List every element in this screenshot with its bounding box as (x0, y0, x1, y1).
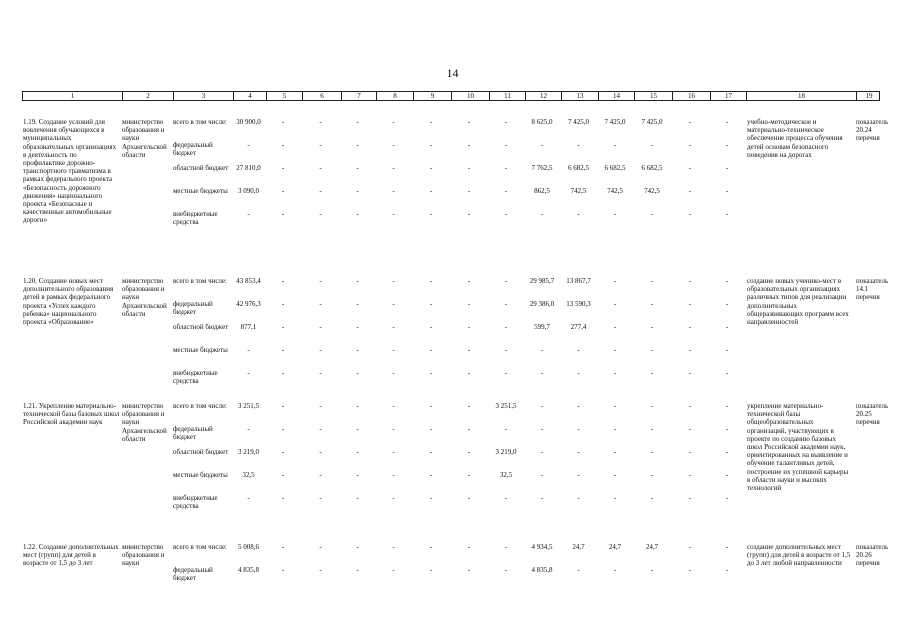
value-cell: - (650, 471, 654, 479)
value-cell: - (688, 566, 692, 574)
value-cell: - (392, 471, 395, 479)
value-cell: - (577, 369, 580, 377)
value-cell: - (392, 402, 395, 410)
value-cell: - (725, 323, 729, 331)
value-cell: - (429, 164, 433, 172)
value-cell: - (650, 141, 654, 149)
value-cell: - (429, 471, 433, 479)
value-cell: 742,5 (644, 187, 660, 195)
funding-source: местные бюджеты (173, 346, 228, 354)
value-cell: - (356, 471, 359, 479)
value-cell: 30 900,0 (236, 118, 261, 126)
value-cell: - (392, 187, 395, 195)
value-cell: 32,5 (499, 471, 513, 479)
value-cell: - (281, 425, 285, 433)
value-cell: - (577, 448, 580, 456)
value-cell: - (281, 118, 285, 126)
value-cell: - (504, 494, 508, 502)
value-cell: - (319, 448, 322, 456)
value-cell: - (613, 300, 617, 308)
value-cell: - (613, 346, 617, 354)
value-cell: 6 682,5 (568, 164, 589, 172)
value-cell: - (504, 118, 508, 126)
value-cell: - (504, 369, 508, 377)
value-cell: - (467, 187, 471, 195)
value-cell: - (319, 543, 322, 551)
value-cell: - (356, 448, 359, 456)
value-cell: - (725, 164, 729, 172)
value-cell: - (319, 187, 322, 195)
value-cell: - (725, 471, 729, 479)
value-cell: - (688, 448, 692, 456)
value-cell: - (688, 494, 692, 502)
value-cell: - (467, 566, 471, 574)
column-header-16: 16 (672, 92, 710, 100)
value-cell: - (650, 425, 654, 433)
funding-source: областной бюджет (173, 164, 229, 172)
value-cell: - (281, 164, 285, 172)
column-header-15: 15 (634, 92, 672, 100)
value-cell: 5 008,6 (238, 543, 259, 551)
value-cell: - (281, 369, 285, 377)
value-cell: - (247, 346, 250, 354)
value-cell: - (392, 164, 395, 172)
value-cell: - (650, 494, 654, 502)
value-cell: 29 985,7 (529, 277, 555, 285)
value-cell: - (577, 402, 580, 410)
value-cell: - (688, 369, 692, 377)
value-cell: 3 251,5 (495, 402, 517, 410)
value-cell: 742,5 (570, 187, 587, 195)
value-cell: - (540, 471, 544, 479)
value-cell: 24,7 (645, 543, 659, 551)
activity-description: 1.22. Создание дополнительных мест (групп) для детей в возрасте от 1,5 до 3 лет (23, 543, 119, 568)
expected-result: создание новых ученико-мест в образовательных организациях различных типов для реализации дополнительных общеразвивающих программ всех направленностей (747, 277, 849, 327)
value-cell: - (281, 471, 285, 479)
value-cell: - (504, 300, 508, 308)
value-cell: 7 425,0 (604, 118, 626, 126)
value-cell: - (613, 494, 617, 502)
value-cell: - (688, 187, 692, 195)
value-cell: - (725, 448, 729, 456)
column-header-row (22, 91, 880, 101)
column-header-19: 19 (856, 92, 881, 100)
value-cell: 3 090,0 (238, 187, 259, 195)
column-header-2: 2 (122, 92, 173, 100)
value-cell: - (392, 448, 395, 456)
funding-source: областной бюджет (173, 323, 229, 331)
funding-source: местные бюджеты (173, 187, 228, 195)
value-cell: - (467, 543, 471, 551)
column-header-11: 11 (489, 92, 525, 100)
value-cell: - (319, 118, 322, 126)
value-cell: - (281, 402, 285, 410)
value-cell: - (319, 323, 322, 331)
value-cell: - (429, 187, 433, 195)
value-cell: - (319, 425, 322, 433)
value-cell: 24,7 (608, 543, 622, 551)
column-header-7: 7 (341, 92, 376, 100)
funding-source: внебюджетные средства (173, 369, 218, 386)
value-cell: - (247, 210, 250, 218)
activity-description: 1.21. Укрепление материально-технической базы базовых школ Российской академии наук (23, 402, 120, 427)
value-cell: - (281, 277, 285, 285)
value-cell: - (356, 187, 359, 195)
value-cell: - (504, 164, 508, 172)
value-cell: - (429, 425, 433, 433)
funding-source: всего в том числе: (173, 118, 227, 126)
value-cell: - (577, 494, 580, 502)
value-cell: - (247, 369, 250, 377)
value-cell: - (688, 164, 692, 172)
value-cell: - (281, 346, 285, 354)
value-cell: - (613, 369, 617, 377)
value-cell: - (392, 425, 395, 433)
value-cell: - (540, 402, 544, 410)
value-cell: - (688, 471, 692, 479)
value-cell: - (613, 210, 617, 218)
value-cell: - (392, 210, 395, 218)
responsible-executor: министерство образования и науки Архангельской области (122, 277, 167, 318)
column-header-18: 18 (746, 92, 856, 100)
value-cell: 4 934,5 (531, 543, 553, 551)
value-cell: - (650, 448, 654, 456)
value-cell: - (725, 187, 729, 195)
value-cell: - (281, 141, 285, 149)
value-cell: - (281, 566, 285, 574)
value-cell: - (613, 277, 617, 285)
value-cell: - (467, 346, 471, 354)
value-cell: - (281, 494, 285, 502)
value-cell: - (281, 210, 285, 218)
value-cell: 742,5 (607, 187, 623, 195)
value-cell: 4 835,8 (531, 566, 553, 574)
value-cell: 27 810,0 (236, 164, 261, 172)
value-cell: - (725, 346, 729, 354)
value-cell: - (650, 566, 654, 574)
expected-result: учебно-методическое и материально-техническое обеспечение процесса обучения детей основам безопасного поведения на дорогах (747, 118, 843, 159)
value-cell: - (281, 187, 285, 195)
value-cell: - (725, 369, 729, 377)
value-cell: - (392, 300, 395, 308)
value-cell: - (725, 277, 729, 285)
value-cell: - (577, 210, 580, 218)
value-cell: - (688, 277, 692, 285)
value-cell: - (319, 471, 322, 479)
value-cell: - (319, 210, 322, 218)
value-cell: - (650, 323, 654, 331)
value-cell: - (356, 346, 359, 354)
value-cell: 3 251,5 (238, 402, 259, 410)
value-cell: - (650, 210, 654, 218)
value-cell: - (650, 346, 654, 354)
value-cell: - (281, 300, 285, 308)
value-cell: - (504, 543, 508, 551)
value-cell: 13 867,7 (566, 277, 591, 285)
value-cell: - (356, 277, 359, 285)
value-cell: - (577, 471, 580, 479)
value-cell: - (356, 164, 359, 172)
value-cell: - (613, 323, 617, 331)
value-cell: - (281, 323, 285, 331)
value-cell: - (319, 494, 322, 502)
value-cell: - (540, 494, 544, 502)
value-cell: - (467, 164, 471, 172)
value-cell: - (725, 566, 729, 574)
column-header-17: 17 (710, 92, 746, 100)
value-cell: - (319, 164, 322, 172)
value-cell: - (650, 300, 654, 308)
funding-source: областной бюджет (173, 448, 229, 456)
value-cell: - (392, 566, 395, 574)
column-header-6: 6 (302, 92, 341, 100)
value-cell: - (688, 543, 692, 551)
funding-source: внебюджетные средства (173, 494, 218, 511)
value-cell: - (613, 141, 617, 149)
value-cell: - (392, 118, 395, 126)
value-cell: - (688, 141, 692, 149)
value-cell: - (725, 402, 729, 410)
value-cell: - (540, 210, 544, 218)
value-cell: - (319, 346, 322, 354)
column-header-13: 13 (561, 92, 598, 100)
value-cell: - (392, 277, 395, 285)
value-cell: 8 625,0 (531, 118, 553, 126)
value-cell: - (688, 210, 692, 218)
value-cell: - (688, 346, 692, 354)
value-cell: - (392, 346, 395, 354)
value-cell: - (429, 448, 433, 456)
expected-result: укрепление материально-технической базы общеобразовательных организаций, участвующих в проекте по созданию базовых школ Российской академии наук, ориентированных на выявление и обучение талантливых детей, построение их успешной карьеры в области науки и высоких технологий (747, 402, 849, 493)
value-cell: - (319, 141, 322, 149)
value-cell: - (725, 210, 729, 218)
responsible-executor: министерство образования и науки Архангельской области (122, 402, 167, 443)
value-cell: - (540, 141, 544, 149)
value-cell: - (467, 277, 471, 285)
value-cell: - (613, 471, 617, 479)
activity-description: 1.20. Создание новых мест дополнительного образования детей в рамках федерального проекта «Успех каждого ребенка» национального проекта «Образование» (23, 277, 114, 327)
value-cell: - (504, 210, 508, 218)
value-cell: - (725, 118, 729, 126)
value-cell: - (467, 141, 471, 149)
value-cell: - (613, 425, 617, 433)
value-cell: - (688, 300, 692, 308)
value-cell: - (429, 566, 433, 574)
value-cell: - (688, 402, 692, 410)
value-cell: 862,5 (534, 187, 550, 195)
value-cell: - (429, 543, 433, 551)
value-cell: - (281, 543, 285, 551)
value-cell: - (688, 323, 692, 331)
value-cell: - (429, 494, 433, 502)
column-header-14: 14 (598, 92, 634, 100)
value-cell: - (577, 346, 580, 354)
value-cell: - (356, 402, 359, 410)
funding-source: всего в том числе: (173, 402, 227, 410)
value-cell: 3 219,0 (238, 448, 259, 456)
funding-source: федеральный бюджет (173, 566, 213, 583)
value-cell: - (356, 118, 359, 126)
responsible-executor: министерство образования и науки Архангельской области (122, 118, 167, 159)
funding-source: федеральный бюджет (173, 300, 213, 317)
value-cell: - (725, 141, 729, 149)
funding-source: федеральный бюджет (173, 425, 213, 442)
value-cell: - (467, 210, 471, 218)
value-cell: - (356, 210, 359, 218)
value-cell: 42 976,3 (236, 300, 261, 308)
value-cell: - (725, 543, 729, 551)
funding-source: местные бюджеты (173, 471, 228, 479)
value-cell: 43 853,4 (236, 277, 261, 285)
value-cell: - (467, 323, 471, 331)
value-cell: - (504, 277, 508, 285)
value-cell: - (613, 402, 617, 410)
value-cell: - (650, 277, 654, 285)
value-cell: - (467, 425, 471, 433)
value-cell: 6 682,5 (641, 164, 663, 172)
value-cell: - (356, 369, 359, 377)
activity-description: 1.19. Создание условий для вовлечения обучающихся в муниципальных образовательных организациях в деятельность по профилактике дорожно-транспортного травматизма в рамках федерального проекта «Безопасность дорожного движения» национального проекта «Безопасные и качественные автомобильные дороги» (23, 118, 117, 225)
value-cell: - (356, 494, 359, 502)
value-cell: - (467, 118, 471, 126)
funding-source: федеральный бюджет (173, 141, 213, 158)
value-cell: - (429, 141, 433, 149)
value-cell: - (356, 323, 359, 331)
value-cell: 7 425,0 (568, 118, 589, 126)
value-cell: - (504, 141, 508, 149)
value-cell: 599,7 (534, 323, 550, 331)
value-cell: - (577, 141, 580, 149)
value-cell: - (429, 402, 433, 410)
value-cell: - (467, 471, 471, 479)
value-cell: - (429, 277, 433, 285)
value-cell: - (429, 369, 433, 377)
value-cell: 3 219,0 (495, 448, 517, 456)
page-number: 14 (446, 66, 459, 80)
value-cell: 29 386,0 (529, 300, 555, 308)
value-cell: 13 590,3 (566, 300, 591, 308)
value-cell: 277,4 (570, 323, 587, 331)
value-cell: - (392, 323, 395, 331)
value-cell: - (540, 448, 544, 456)
target-indicator: показатель 20.24 перечня (856, 118, 889, 143)
value-cell: - (613, 566, 617, 574)
column-header-9: 9 (413, 92, 451, 100)
column-header-4: 4 (233, 92, 266, 100)
target-indicator: показатель 14.1 перечня (856, 277, 889, 302)
value-cell: - (429, 300, 433, 308)
value-cell: - (577, 425, 580, 433)
value-cell: - (319, 402, 322, 410)
value-cell: - (688, 118, 692, 126)
value-cell: 7 425,0 (641, 118, 663, 126)
value-cell: 7 762,5 (531, 164, 553, 172)
value-cell: - (504, 346, 508, 354)
responsible-executor: министерство образования и науки (122, 543, 165, 568)
value-cell: - (540, 425, 544, 433)
value-cell: - (688, 425, 692, 433)
value-cell: - (725, 425, 729, 433)
target-indicator: показатель 20.25 перечня (856, 402, 889, 427)
value-cell: - (467, 402, 471, 410)
value-cell: 6 682,5 (604, 164, 626, 172)
value-cell: - (467, 494, 471, 502)
value-cell: - (725, 300, 729, 308)
value-cell: - (319, 369, 322, 377)
column-header-12: 12 (525, 92, 561, 100)
value-cell: 4 835,8 (238, 566, 259, 574)
column-header-8: 8 (376, 92, 413, 100)
value-cell: 877,1 (240, 323, 257, 331)
value-cell: - (467, 300, 471, 308)
value-cell: - (577, 566, 580, 574)
value-cell: - (247, 494, 250, 502)
value-cell: - (392, 543, 395, 551)
column-header-3: 3 (173, 92, 233, 100)
value-cell: - (504, 187, 508, 195)
value-cell: - (319, 300, 322, 308)
value-cell: - (247, 141, 250, 149)
value-cell: - (356, 425, 359, 433)
value-cell: - (356, 566, 359, 574)
value-cell: - (504, 425, 508, 433)
value-cell: - (467, 369, 471, 377)
value-cell: - (429, 323, 433, 331)
value-cell: - (319, 566, 322, 574)
value-cell: - (392, 494, 395, 502)
value-cell: - (540, 369, 544, 377)
value-cell: - (504, 323, 508, 331)
column-header-10: 10 (451, 92, 489, 100)
value-cell: - (356, 300, 359, 308)
funding-source: всего в том числе: (173, 543, 227, 551)
column-header-1: 1 (70, 92, 75, 100)
value-cell: - (319, 277, 322, 285)
target-indicator: показатель 20.26 перечня (856, 543, 889, 568)
value-cell: 32,5 (242, 471, 255, 479)
value-cell: 24,7 (572, 543, 585, 551)
value-cell: - (392, 369, 395, 377)
funding-source: всего в том числе: (173, 277, 227, 285)
value-cell: - (429, 118, 433, 126)
value-cell: - (356, 543, 359, 551)
value-cell: - (540, 346, 544, 354)
funding-source: внебюджетные средства (173, 210, 218, 227)
value-cell: - (650, 402, 654, 410)
value-cell: - (429, 210, 433, 218)
value-cell: - (429, 346, 433, 354)
value-cell: - (392, 141, 395, 149)
value-cell: - (467, 448, 471, 456)
expected-result: создание дополнительных мест (групп) для детей в возрасте от 1,5 до 3 лет любой направленности (747, 543, 851, 568)
value-cell: - (613, 448, 617, 456)
value-cell: - (356, 141, 359, 149)
value-cell: - (725, 494, 729, 502)
value-cell: - (281, 448, 285, 456)
value-cell: - (247, 425, 250, 433)
column-header-5: 5 (266, 92, 302, 100)
value-cell: - (504, 566, 508, 574)
value-cell: - (650, 369, 654, 377)
